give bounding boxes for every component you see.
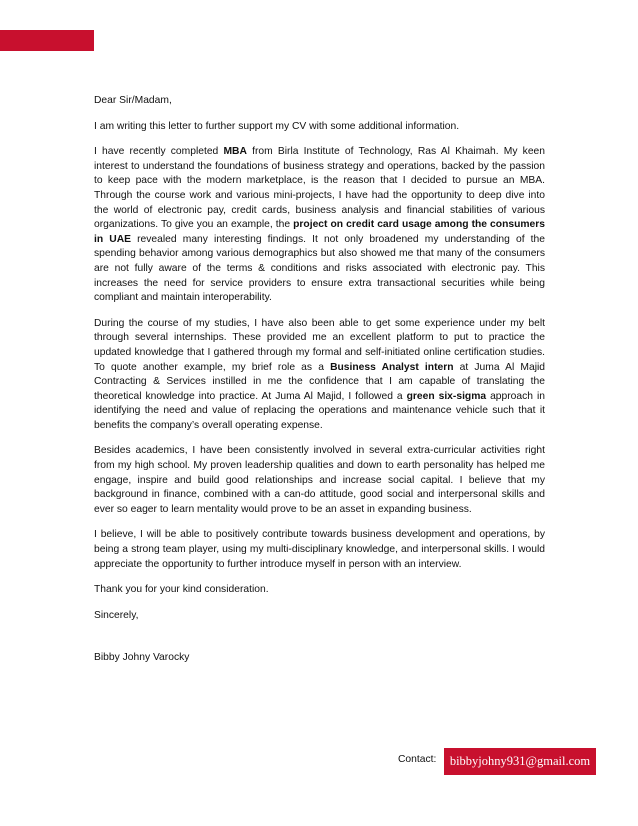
text-run: from Birla Institute of Technology, Ras Al Khaimah. My keen interest to understand the foundations of business strategy and operations, backed by the passion to keep pace with the modern marketplace, is the reason that I decided to pursue an MBA. Through the course work and various mini-projects, I have had the opportunity to deep dive into the world of electronic pay, credit cards, business analysis and financial stabilities of various organizations. To give you an example, the	[94, 146, 545, 231]
bold-mba: MBA	[223, 146, 247, 158]
paragraph-extracurricular: Besides academics, I have been consistently involved in several extra-curricular activities right from my high school. My proven leadership qualities and down to earth personality has helped me engage, inspire and build good relationships and increase social capital. I believe that my background in finance, combined with a can-do attitude, good social and interpersonal skills and ever so eager to learn mentality would prove to be an asset in expanding business.	[94, 445, 545, 515]
closing-thanks: Thank you for your kind consideration.	[94, 584, 269, 596]
contact-label: Contact:	[398, 754, 437, 765]
paragraph-contribution: I believe, I will be able to positively contribute towards business development and operations, by being a strong team player, using my multi-disciplinary knowledge, and interpersonal skills. I would appreciate the opportunity to further introduce myself in person with an interview.	[94, 529, 545, 570]
signature-name: Bibby Johny Varocky	[94, 652, 190, 664]
contact-email-box[interactable]	[444, 748, 596, 775]
cover-letter-body	[94, 94, 545, 677]
text-run: I have recently completed	[94, 146, 224, 158]
paragraph-intro: I am writing this letter to further support my CV with some additional information.	[94, 120, 460, 132]
bold-six-sigma: green six-sigma	[406, 390, 487, 402]
bold-project: project on credit card usage among the consumers in UAE	[94, 219, 545, 245]
text-run: revealed many interesting findings. It not only broadened my understanding of the spending behavior among various demographics but also showed me that many of the consumers are not fully aware of the terms & conditions and risks associated with electronic pay. This increases the need for service providers to ensure extra transactional securities while being compliant and maintain interoperability.	[94, 233, 545, 304]
text-run: at Juma Al Majid Contracting & Services instilled in me the confidence that I am capable of translating the theoretical knowledge into practice. At Juma Al Majid, I followed a	[94, 361, 546, 402]
salutation: Dear Sir/Madam,	[94, 95, 172, 106]
paragraph-education	[94, 145, 545, 306]
contact-email[interactable]: bibbyjohny931@gmail.com	[449, 754, 591, 768]
closing: Sincerely,	[94, 609, 139, 621]
bold-role: Business Analyst intern	[330, 361, 454, 373]
paragraph-internship	[94, 317, 545, 434]
text-run: During the course of my studies, I have also been able to get some experience under my belt through several internships. These provided me an excellent platform to put to practice the updated knowledge that I gathered through my formal and self-initiated online certification studies. To quote another example, my brief role as a	[94, 317, 545, 373]
header-accent-bar	[0, 30, 94, 51]
text-run: approach in identifying the need and value of replacing the operations and maintenance vehicle such that it benefits the company’s overall operating expense.	[94, 390, 545, 431]
